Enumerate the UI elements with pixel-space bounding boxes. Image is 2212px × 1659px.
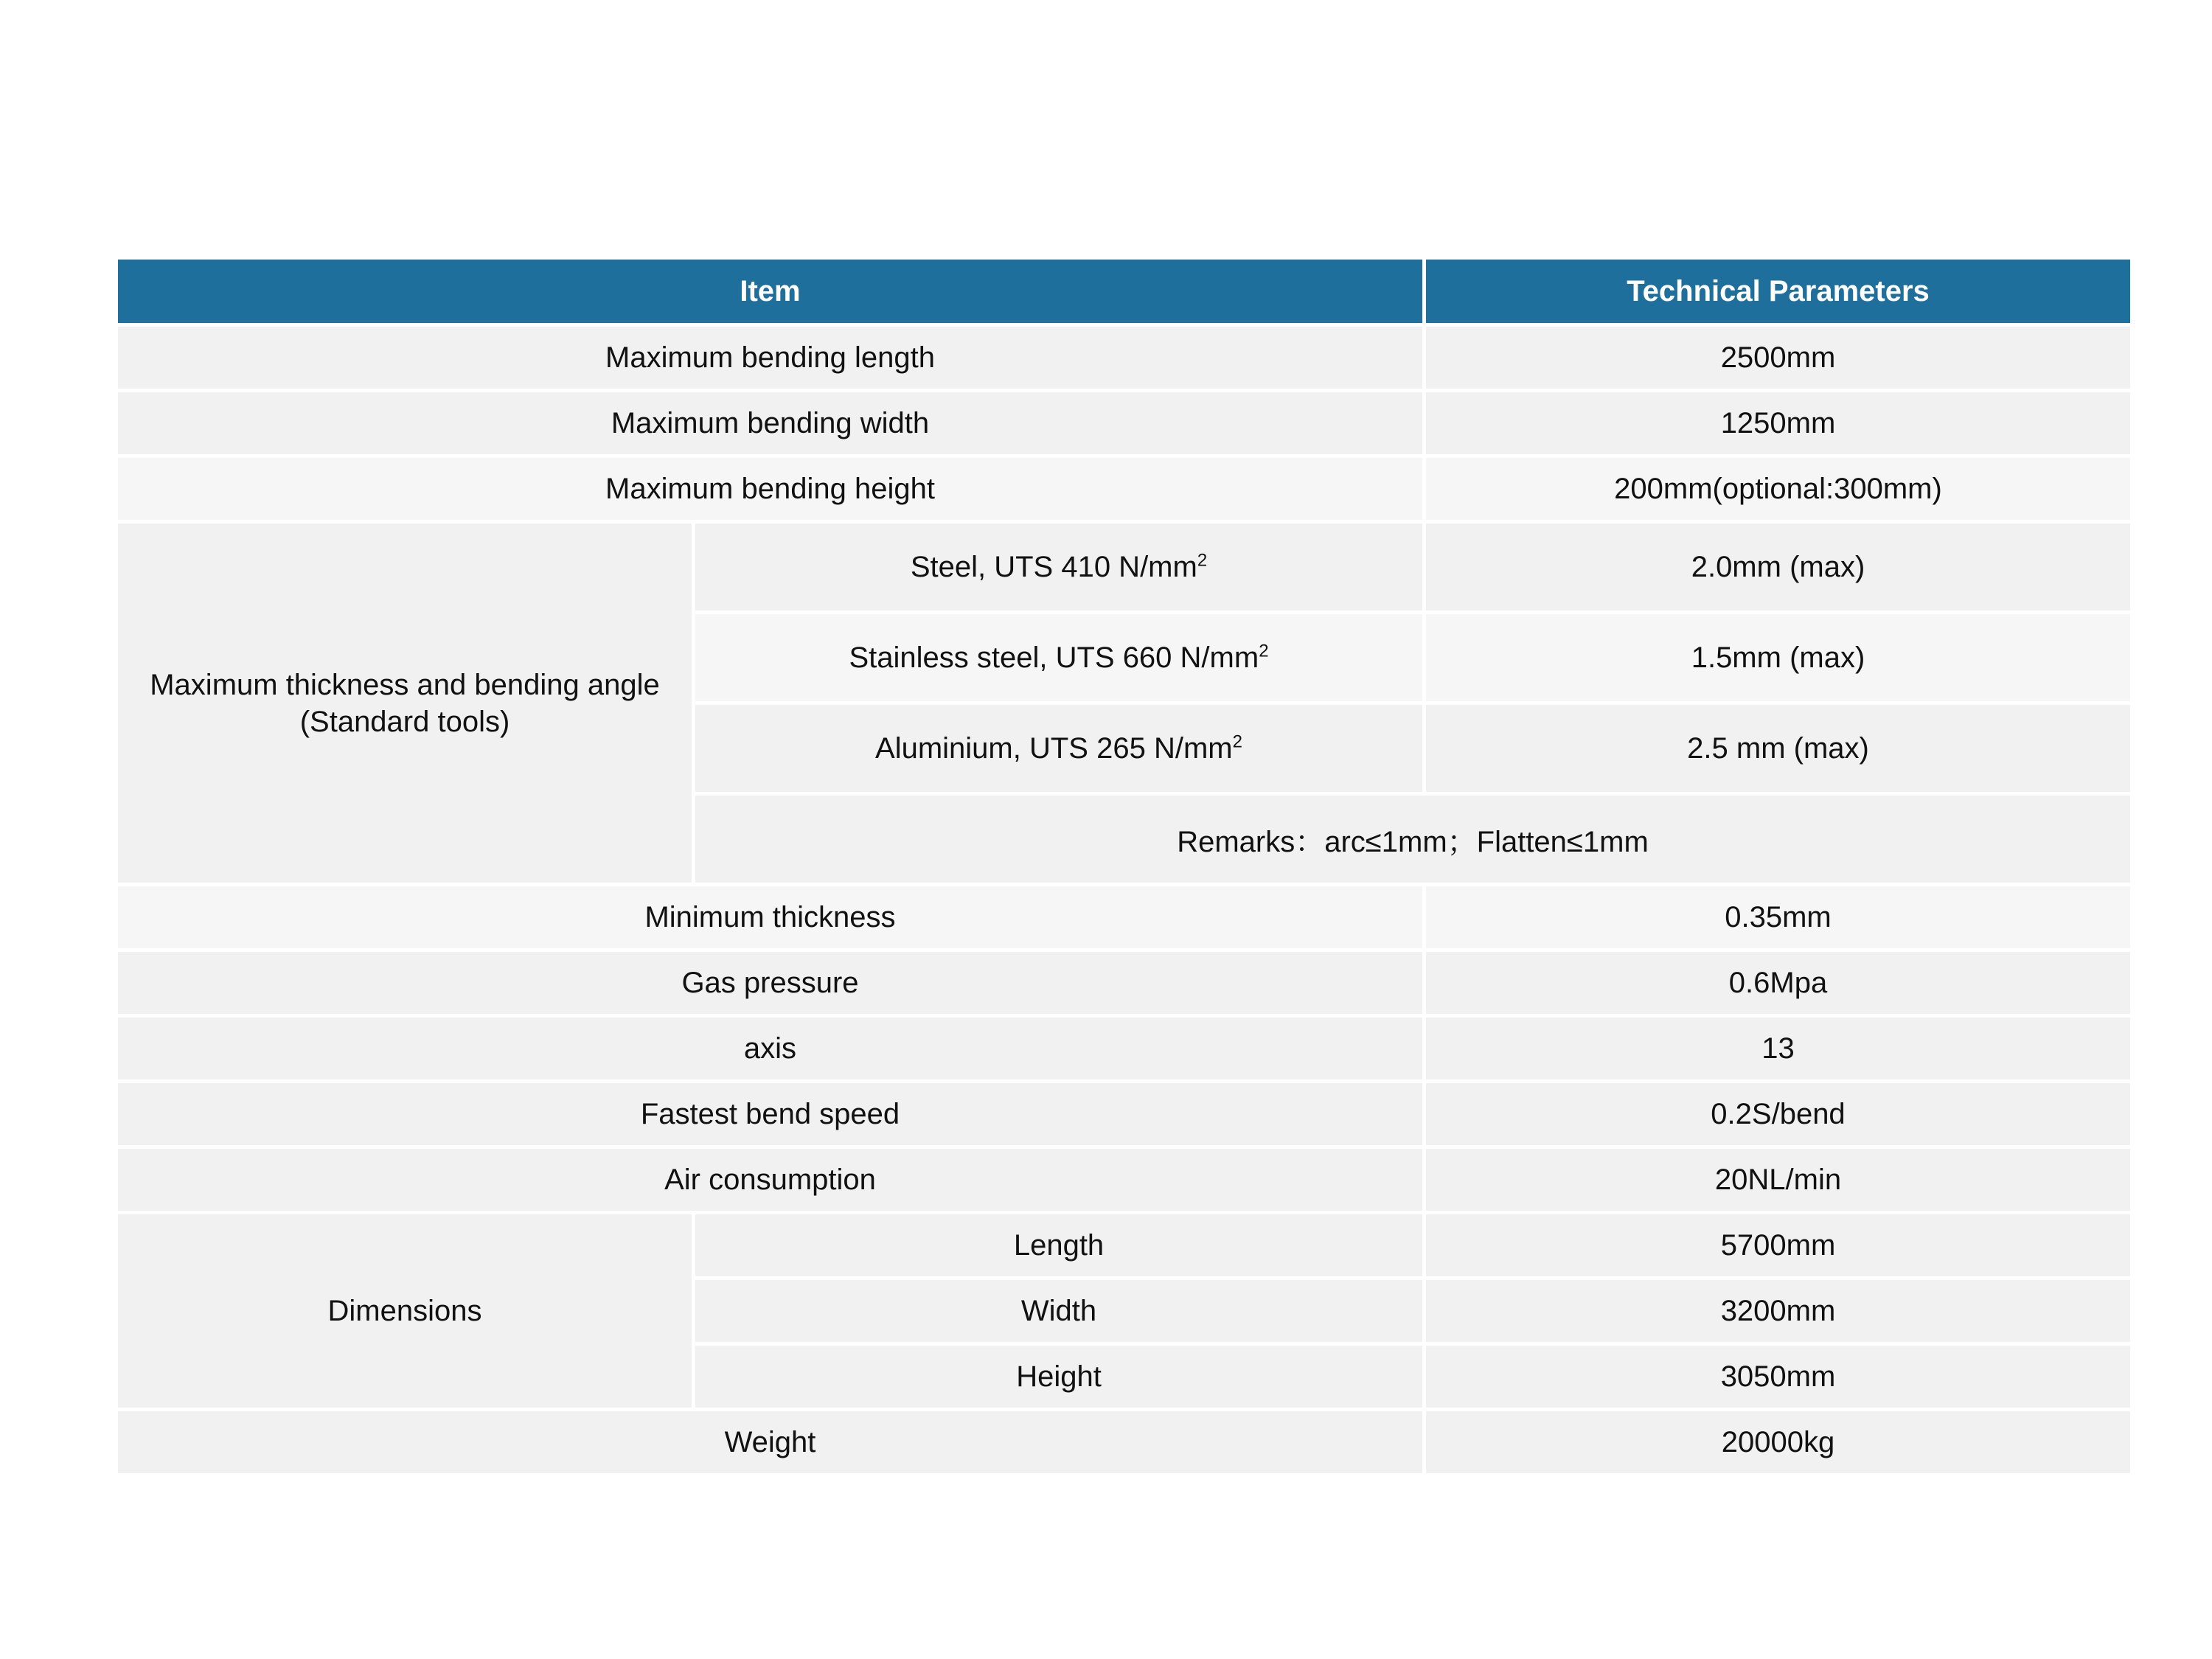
dimension-width-label: Width: [694, 1279, 1425, 1344]
dimension-height-value: 3050mm: [1425, 1344, 2132, 1410]
table-row: [116, 391, 2132, 456]
row-value: 0.2S/bend: [1425, 1082, 2132, 1147]
dimension-width-value: 3200mm: [1425, 1279, 2132, 1344]
material-aluminium: Aluminium, UTS 265 $N/mm^2$: [694, 703, 1425, 794]
header-row: [116, 258, 2132, 325]
header-item: Item: [116, 258, 1425, 325]
row-label: Maximum bending length: [116, 325, 1425, 391]
row-label: Gas pressure: [116, 950, 1425, 1016]
header-technical-parameters: Technical Parameters: [1425, 258, 2132, 325]
table-row: [116, 885, 2132, 950]
row-value: 0.6Mpa: [1425, 950, 2132, 1016]
material-aluminium-value: 2.5 mm (max): [1425, 703, 2132, 794]
dimension-height-label: Height: [694, 1344, 1425, 1410]
table-row: [116, 1410, 2132, 1475]
row-value: 200mm(optional:300mm): [1425, 456, 2132, 522]
table-row: [116, 1147, 2132, 1213]
row-label: axis: [116, 1016, 1425, 1082]
material-stainless: Stainless steel, UTS 660 $N/mm^2$: [694, 613, 1425, 703]
row-label: Maximum bending width: [116, 391, 1425, 456]
row-value: 20NL/min: [1425, 1147, 2132, 1213]
thickness-group-label: [116, 522, 694, 885]
table-row: [116, 1016, 2132, 1082]
dimension-length-label: Length: [694, 1213, 1425, 1279]
material-steel: Steel, UTS 410 $N/mm^2$: [694, 522, 1425, 613]
row-label: Minimum thickness: [116, 885, 1425, 950]
row-label: Weight: [116, 1410, 1425, 1475]
row-label: Air consumption: [116, 1147, 1425, 1213]
row-value: 13: [1425, 1016, 2132, 1082]
row-value: 2500mm: [1425, 325, 2132, 391]
thickness-label-line1: Maximum thickness and bending angle: [150, 668, 660, 701]
row-label: Maximum bending height: [116, 456, 1425, 522]
row-value: 0.35mm: [1425, 885, 2132, 950]
row-value: 20000kg: [1425, 1410, 2132, 1475]
table-row: [116, 1082, 2132, 1147]
dimension-length-value: 5700mm: [1425, 1213, 2132, 1279]
row-value: 1250mm: [1425, 391, 2132, 456]
material-steel-value: 2.0mm (max): [1425, 522, 2132, 613]
spec-table: [114, 256, 2134, 1477]
table-row: [116, 456, 2132, 522]
table-row: [116, 522, 2132, 613]
material-stainless-value: 1.5mm (max): [1425, 613, 2132, 703]
remarks: Remarks：arc≤1mm；Flatten≤1mm: [694, 794, 2132, 885]
table-row: [116, 950, 2132, 1016]
table-row: [116, 1213, 2132, 1279]
row-label: Fastest bend speed: [116, 1082, 1425, 1147]
dimensions-label: Dimensions: [116, 1213, 694, 1410]
thickness-label-line2: (Standard tools): [299, 705, 510, 738]
table-row: [116, 325, 2132, 391]
